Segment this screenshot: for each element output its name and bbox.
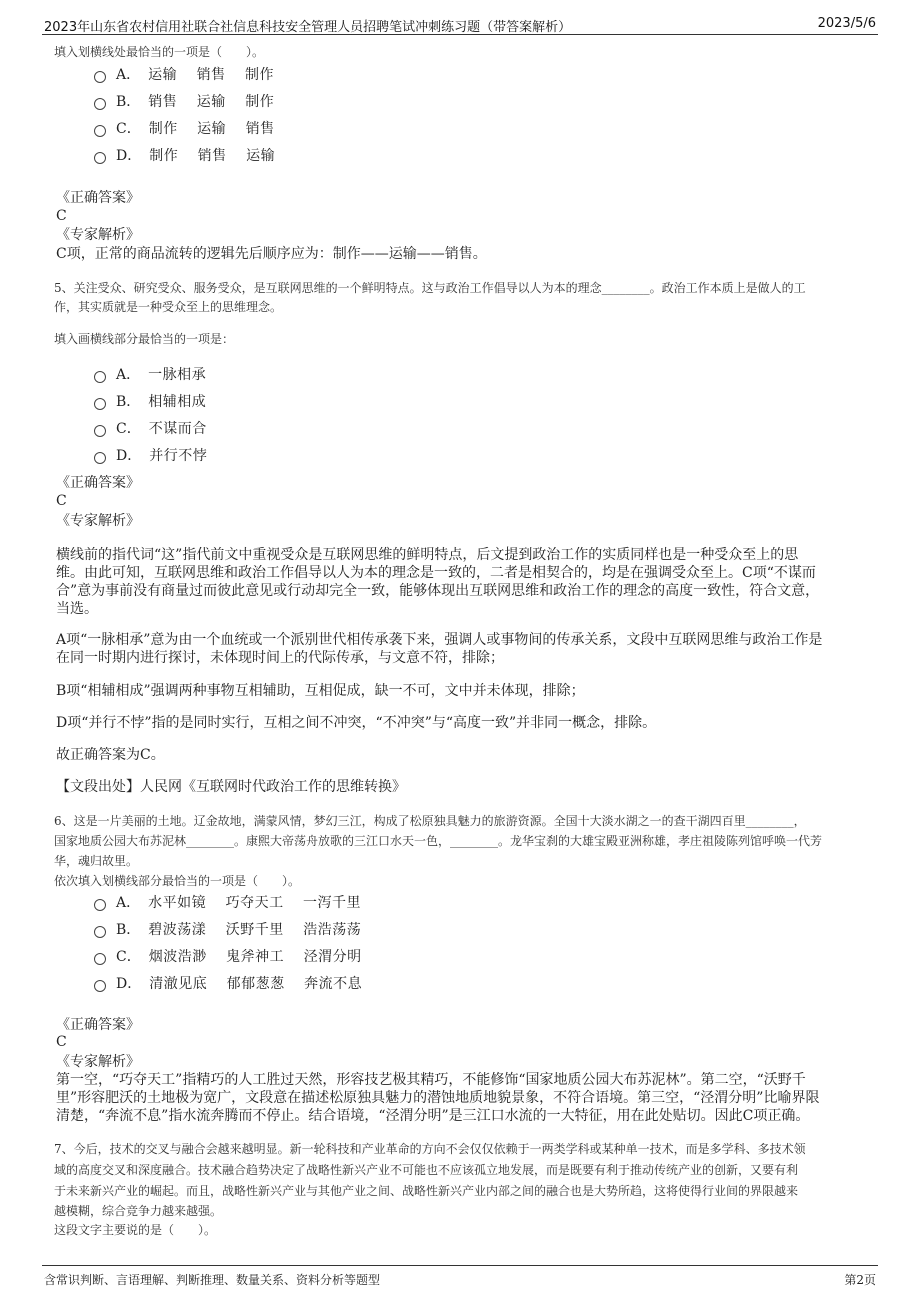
q5-analysis-p4: D项“并行不悖”指的是同时实行，互相之间不冲突，“不冲突”与“高度一致”并非同一概念，排除。 xyxy=(56,715,657,731)
q5-analysis-p1-line1: 横线前的指代词“这”指代前文中重视受众是互联网思维的鲜明特点，后文提到政治工作的实质同样也是一种受众至上的思 xyxy=(56,547,799,563)
q4-option-a[interactable] xyxy=(94,64,274,84)
radio-icon[interactable] xyxy=(94,899,106,911)
option-letter: B． xyxy=(116,922,141,938)
option-letter: A． xyxy=(116,67,141,83)
option-text: 水平如镜 巧夺天工 一泻千里 xyxy=(148,895,362,911)
q6-option-a[interactable] xyxy=(94,892,361,912)
option-letter: D． xyxy=(116,148,142,164)
q6-answer: C xyxy=(56,1034,67,1050)
radio-icon[interactable] xyxy=(94,926,106,938)
q5-analysis-p1-line3: 合”意为事前没有商量过而彼此意见或行动却完全一致，能够体现出互联网思维和政治工作的理念的高度一致性，符合文意， xyxy=(56,583,820,599)
option-letter: D． xyxy=(116,976,142,992)
q6-prompt: 依次填入划横线部分最恰当的一项是（ ）。 xyxy=(54,874,301,888)
option-text: 销售 运输 制作 xyxy=(148,94,275,110)
radio-icon[interactable] xyxy=(94,425,106,437)
radio-icon[interactable] xyxy=(94,98,106,110)
q5-analysis-p2-line2: 在同一时期内进行探讨，未体现时间上的代际传承，与文意不符，排除； xyxy=(56,650,504,666)
q4-answer: C xyxy=(56,208,67,224)
q5-analysis-label: 《专家解析》 xyxy=(56,513,140,529)
q4-analysis: C项，正常的商品流转的逻辑先后顺序应为：制作——运输——销售。 xyxy=(56,246,487,262)
option-text: 不谋而合 xyxy=(148,421,207,437)
q4-option-d[interactable] xyxy=(94,145,275,165)
q5-prompt: 填入画横线部分最恰当的一项是： xyxy=(54,332,235,346)
option-text: 制作 销售 运输 xyxy=(149,148,276,164)
q6-analysis-line3: 清楚，“奔流不息”指水流奔腾而不停止。结合语境，“泾渭分明”是三江口水流的一大特征，用在此处贴切。因此C项正确。 xyxy=(56,1108,810,1124)
q5-source: 【文段出处】人民网《互联网时代政治工作的思维转换》 xyxy=(56,779,406,795)
option-text: 碧波荡漾 沃野千里 浩浩荡荡 xyxy=(148,922,362,938)
q6-stem-line3: 华，魂归故里。 xyxy=(54,854,139,868)
q4-answer-label: 《正确答案》 xyxy=(56,190,140,206)
q4-prompt: 填入划横线处最恰当的一项是（ ）。 xyxy=(54,45,265,59)
q5-option-c[interactable] xyxy=(94,418,207,438)
option-letter: A． xyxy=(116,367,141,383)
option-text: 运输 销售 制作 xyxy=(148,67,275,83)
radio-icon[interactable] xyxy=(94,398,106,410)
option-text: 一脉相承 xyxy=(148,367,207,383)
q5-analysis-p5: 故正确答案为C。 xyxy=(56,747,165,763)
option-letter: B． xyxy=(116,94,141,110)
option-letter: C． xyxy=(116,121,141,137)
q6-analysis-label: 《专家解析》 xyxy=(56,1054,140,1070)
q6-option-c[interactable] xyxy=(94,946,362,966)
q5-stem-line1: 5、关注受众、研究受众、服务受众，是互联网思维的一个鲜明特点。这与政治工作倡导以人为本的理念________。政治工作本质上是做人的工 xyxy=(54,281,806,295)
radio-icon[interactable] xyxy=(94,125,106,137)
option-letter: D． xyxy=(116,448,142,464)
radio-icon[interactable] xyxy=(94,953,106,965)
option-letter: C． xyxy=(116,949,141,965)
q6-option-b[interactable] xyxy=(94,919,361,939)
q4-option-b[interactable] xyxy=(94,91,274,111)
option-letter: C． xyxy=(116,421,141,437)
header-title: 2023年山东省农村信用社联合社信息科技安全管理人员招聘笔试冲刺练习题（带答案解析） xyxy=(44,20,572,35)
q6-stem-line1: 6、这是一片美丽的土地。辽金故地，满蒙风情，梦幻三江，构成了松原独具魅力的旅游资源。全国十大淡水湖之一的查干湖四百里________， xyxy=(54,814,806,828)
radio-icon[interactable] xyxy=(94,980,106,992)
q6-answer-label: 《正确答案》 xyxy=(56,1017,140,1033)
radio-icon[interactable] xyxy=(94,452,106,464)
footer-text: 含常识判断、言语理解、判断推理、数量关系、资料分析等题型 xyxy=(44,1273,381,1287)
footer-divider xyxy=(42,1265,878,1266)
q5-option-d[interactable] xyxy=(94,445,207,465)
q5-option-b[interactable] xyxy=(94,391,206,411)
q6-analysis-line1: 第一空，“巧夺天工”指精巧的人工胜过天然，形容技艺极其精巧，不能修饰“国家地质公园大布苏泥林”。第二空，“沃野千 xyxy=(56,1072,806,1088)
q5-answer: C xyxy=(56,493,67,509)
q5-analysis-p3: B项“相辅相成”强调两种事物互相辅助，互相促成，缺一不可，文中并未体现，排除； xyxy=(56,683,585,699)
option-text: 清澈见底 郁郁葱葱 奔流不息 xyxy=(149,976,363,992)
q6-stem-line2: 国家地质公园大布苏泥林________。康熙大帝荡舟放歌的三江口水天一色，________。龙华宝刹的大雄宝殿亚洲称雄，孝庄祖陵陈列馆呼唤一代芳 xyxy=(54,834,823,848)
q7-stem-line1: 7、今后，技术的交叉与融合会越来越明显。新一轮科技和产业革命的方向不会仅仅依赖于一两类学科或某种单一技术，而是多学科、多技术领 xyxy=(54,1142,806,1156)
option-letter: B． xyxy=(116,394,141,410)
q7-prompt: 这段文字主要说的是（ ）。 xyxy=(54,1223,217,1237)
q4-analysis-label: 《专家解析》 xyxy=(56,227,140,243)
q5-analysis-p1-line2: 维。由此可知，互联网思维和政治工作倡导以人为本的理念是一致的，二者是相契合的，均是在强调受众至上。C项“不谋而 xyxy=(56,565,816,581)
option-text: 制作 运输 销售 xyxy=(148,121,275,137)
option-text: 相辅相成 xyxy=(148,394,207,410)
option-text: 烟波浩渺 鬼斧神工 泾渭分明 xyxy=(148,949,362,965)
q7-stem-line4: 越模糊，综合竞争力越来越强。 xyxy=(54,1204,223,1218)
radio-icon[interactable] xyxy=(94,152,106,164)
q5-option-a[interactable] xyxy=(94,364,206,384)
q6-analysis-line2: 里”形容肥沃的土地极为宽广，文段意在描述松原独具魅力的潜蚀地质地貌景象，不符合语境。第三空，“泾渭分明”比喻界限 xyxy=(56,1090,820,1106)
q7-stem-line3: 于未来新兴产业的崛起。而且，战略性新兴产业与其他产业之间、战略性新兴产业内部之间的融合也是大势所趋，这将使得行业间的界限越来 xyxy=(54,1184,799,1198)
radio-icon[interactable] xyxy=(94,71,106,83)
header-date: 2023/5/6 xyxy=(817,16,876,31)
radio-icon[interactable] xyxy=(94,371,106,383)
q5-answer-label: 《正确答案》 xyxy=(56,475,140,491)
q5-analysis-p2-line1: A项“一脉相承”意为由一个血统或一个派别世代相传承袭下来，强调人或事物间的传承关系，文段中互联网思维与政治工作是 xyxy=(56,632,823,648)
q7-stem-line2: 域的高度交叉和深度融合。技术融合趋势决定了战略性新兴产业不可能也不应该孤立地发展，而是既要有利于推动传统产业的创新，又要有利 xyxy=(54,1163,799,1177)
q4-option-c[interactable] xyxy=(94,118,275,138)
q5-stem-line2: 作，其实质就是一种受众至上的思维理念。 xyxy=(54,300,283,314)
page-number: 第2页 xyxy=(844,1273,876,1287)
q5-analysis-p1-line4: 当选。 xyxy=(56,601,98,617)
q6-option-d[interactable] xyxy=(94,973,362,993)
option-letter: A． xyxy=(116,895,141,911)
header-divider xyxy=(42,34,878,35)
option-text: 并行不悖 xyxy=(149,448,208,464)
